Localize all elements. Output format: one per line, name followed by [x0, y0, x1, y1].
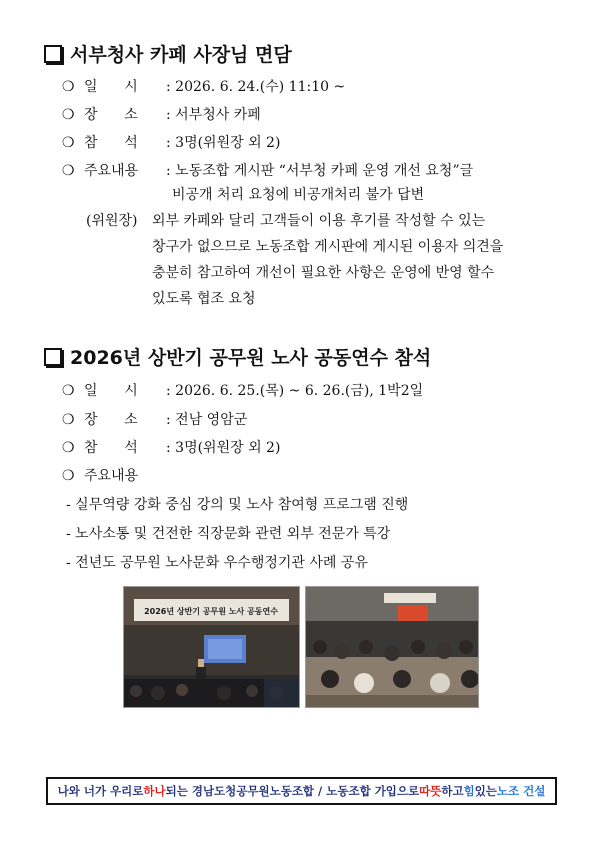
circle-bullet-icon: ❍	[62, 440, 75, 456]
slogan-text: 되는 경남도청공무원노동조합 / 노동조합 가입으로	[165, 784, 420, 798]
attend-value: : 3명(위원장 외 2)	[166, 440, 281, 456]
circle-bullet-icon: ❍	[62, 383, 75, 399]
chair-line: 충분히 참고하여 개선이 필요한 사항은 운영에 반영 할수	[152, 265, 495, 281]
lecture-hall-image	[124, 587, 299, 707]
circle-bullet-icon: ❍	[62, 107, 75, 123]
date-label: 일 시	[84, 79, 138, 95]
circle-bullet-icon: ❍	[62, 468, 75, 484]
slogan-highlight: 따뜻	[419, 784, 442, 798]
date-value: : 2026. 6. 25.(목) ~ 6. 26.(금), 1박2일	[166, 383, 424, 399]
info-row-date	[62, 76, 345, 96]
slogan-text: 있는	[474, 784, 497, 798]
attend-label: 참 석	[84, 135, 138, 151]
circle-bullet-icon: ❍	[62, 412, 75, 428]
chair-label: (위원장)	[86, 213, 138, 229]
slogan-highlight: 노조 건설	[496, 784, 546, 798]
section-title-joint-training	[44, 343, 431, 370]
checkbox-square-icon	[44, 348, 62, 366]
place-label: 장 소	[84, 412, 138, 428]
chair-line: 외부 카페와 달리 고객들이 이용 후기를 작성할 수 있는	[152, 213, 486, 229]
info-row-attend	[62, 132, 280, 152]
list-item: - 노사소통 및 건전한 직장문화 관련 외부 전문가 특강	[66, 526, 391, 542]
section-title-cafe-meeting	[44, 40, 292, 67]
list-item: - 전년도 공무원 노사문화 우수행정기관 사례 공유	[66, 555, 368, 571]
content-label: 주요내용	[84, 468, 139, 484]
audience-hall-image	[306, 587, 478, 707]
info-row-content	[62, 160, 473, 180]
circle-bullet-icon: ❍	[62, 163, 75, 179]
info-row-place	[62, 409, 247, 429]
event-photo-lecture	[123, 586, 300, 708]
event-photo-audience	[305, 586, 479, 708]
info-row-content	[62, 465, 138, 485]
info-row-attend	[62, 437, 280, 457]
content-line: 비공개 처리 요청에 비공개처리 불가 답변	[172, 187, 425, 203]
circle-bullet-icon: ❍	[62, 79, 75, 95]
circle-bullet-icon: ❍	[62, 135, 75, 151]
checkbox-square-icon	[44, 45, 62, 63]
slogan-text: 나와 너가 우리로	[57, 784, 144, 798]
attend-label: 참 석	[84, 440, 138, 456]
date-value: : 2026. 6. 24.(수) 11:10 ~	[166, 79, 346, 95]
section-title-text: 서부청사 카페 사장님 면담	[70, 44, 292, 66]
attend-value: : 3명(위원장 외 2)	[166, 135, 281, 151]
place-value: : 서부청사 카페	[166, 107, 261, 123]
content-line: : 노동조합 게시판 “서부청 카페 운영 개선 요청”글	[166, 163, 474, 179]
chair-line: 있도록 협조 요청	[152, 291, 256, 307]
section-title-text: 2026년 상반기 공무원 노사 공동연수 참석	[70, 347, 432, 369]
chair-line: 창구가 없으므로 노동조합 게시판에 게시된 이용자 의견을	[152, 239, 504, 255]
footer-slogan	[46, 777, 557, 805]
info-row-place	[62, 104, 261, 124]
place-value: : 전남 영암군	[166, 412, 248, 428]
slogan-highlight: 힘	[463, 784, 475, 798]
info-row-date	[62, 380, 423, 400]
place-label: 장 소	[84, 107, 138, 123]
slogan-highlight: 하나	[143, 784, 166, 798]
content-label: 주요내용	[84, 163, 139, 179]
date-label: 일 시	[84, 383, 138, 399]
slogan-text: 하고	[441, 784, 464, 798]
list-item: - 실무역량 강화 중심 강의 및 노사 참여형 프로그램 진행	[66, 497, 409, 513]
banner-text: 2026년 상반기 공무원 노사 공동연수	[144, 607, 278, 616]
